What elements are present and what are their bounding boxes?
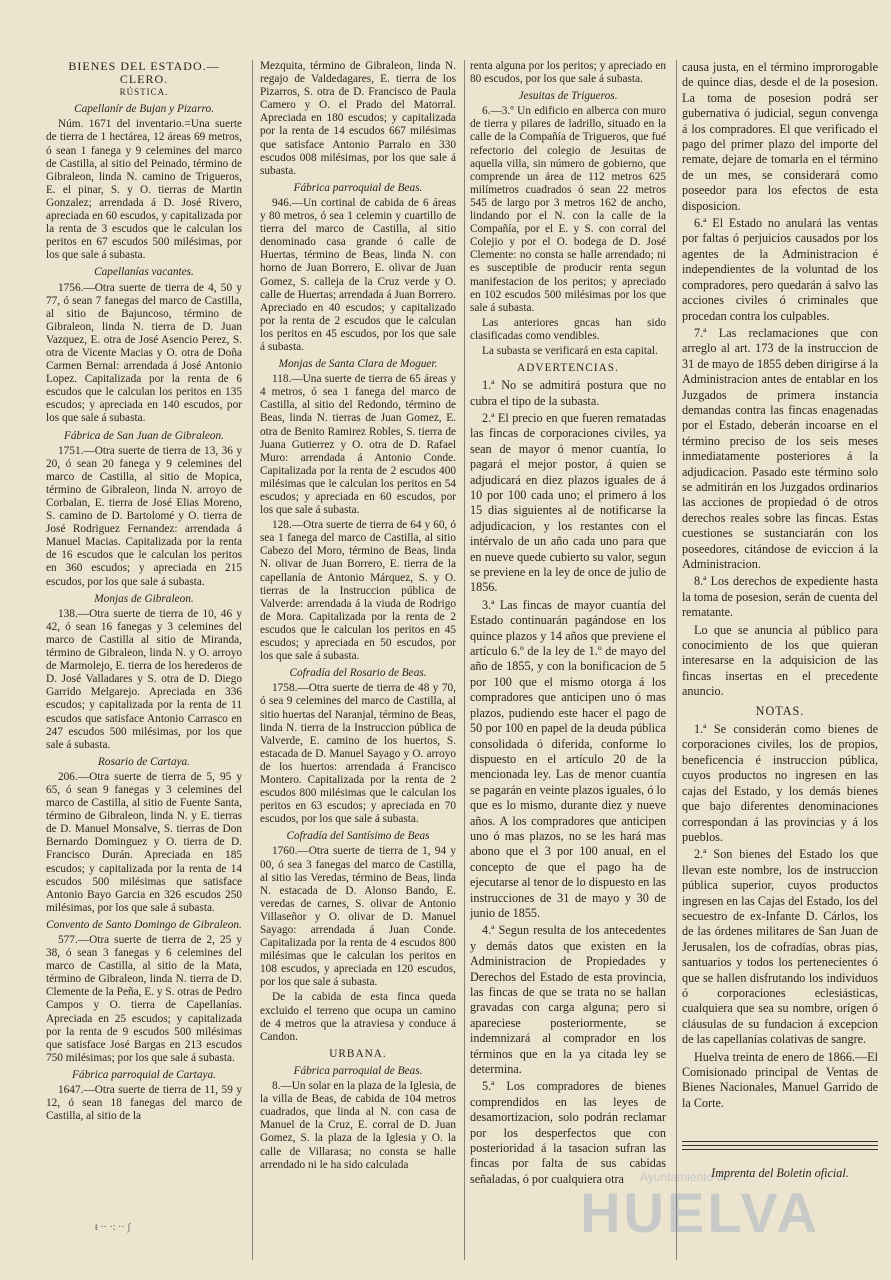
page-marks: ŧ ·· ·: ·· ʃ <box>95 1222 131 1233</box>
entry-text: 118.—Una suerte de tierra de 65 áreas y 4 metros, ó sea 1 fanega del marco de Castilla, al sitio del Redondo, término de Beas, linda N. tierras de Juan Gomez, E. otra de Benito Ramirez Robles, S. tierra de Juana Gutierrez y O. otra de D. Rafael Muro: arrendada á Antonio Conde. Capitalizada por la renta de 2 escudos 400 milésimas que le calculan los peritos en 54 escudos; y apreciada en 60 escudos, por los que sale á subasta. <box>260 373 456 517</box>
entry-heading: Capellanías vacantes. <box>94 266 194 279</box>
advertencia-item: 4.ª Segun resulta de los antecedentes y demás datos que existen en la Administracion de Propiedades y Derechos del Estado de esta provincia, las fincas de que se trata no se hallan gravadas con carga alguna; pero si apareciese posteriormente, se indemnizará al comprador en los términos que en la ya citada ley se determina. <box>470 923 666 1077</box>
column-1 <box>46 60 242 1260</box>
entry-heading: Monjas de Santa Clara de Moguer. <box>278 358 438 371</box>
entry-text: 6.—3.º Un edificio en alberca con muro de tierra y pilares de ladrillo, situado en la calle de la Compañía de Trigueros, que fué refectorio del colegio de Jesuitas de aquella villa, sin número de gobierno, que comprende un área de 112 metros 625 milímetros cuadrados ó sean 22 metros 545 de largo por 3 metros 162 de ancho, lindando por el N. con la calle de la Compañía, por el E. y S. con corral del Colejio y por el O. bodega de D. José Clemente: no consta se halle arrendado; ni es susceptible de producir renta segun manifestacion de los peritos; y apreciado en 102 escudos 500 milésimas por los que sale á subasta. <box>470 105 666 314</box>
entry-heading: Capellanír de Bujan y Pizarro. <box>74 103 214 116</box>
entry-heading: Cofradía del Rosario de Beas. <box>289 667 427 680</box>
entry-text: 1760.—Otra suerte de tierra de 1, 94 y 00, ó sea 3 fanegas del marco de Castilla, al sitio las Veredas, término de Beas, linda N. estacada de D. Alonso Bando, E. veredas de carnes, S. olivar de Antonio Villaseñor y O. olivar de D. Manuel Sayago: arrendada á Juan Conde. Capitalizada por la renta de 4 escudos 800 milésimas que le calculan los peritos en 108 escudos, y apreciada en 120 escudos, por los que sale á subasta. <box>260 845 456 989</box>
entry-text: Mezquita, término de Gibraleon, linda N. regajo de Valdedagares, E. tierra de los Pizarros, S. otra de D. Francisco de Paula Camero y O. el Prado del Matorral. Apreciada en 180 escudos; y capitalizada por la renta de 14 escudos 667 milésimas que satisface Antonio Parralo en 330 escudos 008 milésimas, por los que sale á subasta. <box>260 60 456 177</box>
entry-heading: Rosario de Cartaya. <box>98 755 190 768</box>
entry-text: 138.—Otra suerte de tierra de 10, 46 y 42, ó sean 16 fanegas y 3 celemines del marco de Castilla al sitio de Miranda, término de Gibraleon, linda N. y O. arroyo de Marmolejo, E. tierra de los herederos de D. José Valladares y S. otra de D. Diego Garrido Melgarejo. Apreciada en 336 escudos; y capitalizada por la renta de 11 escudos que satisface Antonio Carrasco en 247 escudos 500 milésimas, por los que sale á subasta. <box>46 607 242 751</box>
watermark-caption: Ayuntamiento de <box>640 1170 730 1184</box>
entry-heading: Convento de Santo Domingo de Gibraleon. <box>46 918 242 931</box>
entry-text: 206.—Otra suerte de tierra de 5, 95 y 65, ó sean 9 fanegas y 3 celemines del marco de Castilla, al sitio de Fuente Santa, término de Gibraleon, linda N. y E. tierras de D. Manuel Monsalve, S. tierras de Don Bernardo Dominguez y O. tierra de D. Francisco Durán. Apreciada en 185 escudos; y capitalizada por la renta de 14 escudos 500 milésimas que satisface Antonio Bayo Garcia en 326 escudos 250 milésimas, por los que sale á subasta. <box>46 770 242 914</box>
entry-text: 128.—Otra suerte de tierra de 64 y 60, ó sea 1 fanega del marco de Castilla, al sitio Cabezo del Moro, término de Beas, linda N. olivar de Juan Borrero, E. tierra de la capellanía de Antonio Márquez, S. y O. tierras de la Instruccion pública de Valverde: arrendada á la viuda de Rodrigo de Mora. Capitalizada por la renta de 2 escudos que le calculan los peritos en 45 escudos; y apreciada en 50 escudos, por los que sale á subasta. <box>260 519 456 663</box>
entry-heading: Fábrica parroquial de Cartaya. <box>72 1068 216 1081</box>
entry-text: 946.—Un cortinal de cabida de 6 áreas y 80 metros, ó sea 1 celemin y cuartillo de tierra del marco de Castilla, al sitio denominado casa grande ó calle de Huertas, término de Beas, linda N. con horno de Juan Borrero, E. olivar de Juan Gomez, S. calleja de la Cruz verde y O. calle de Huertas; arrendada á Juan Borrero. Apreciado en 40 escudos; y capitalizado por la renta de 2 escudos que le calculan los peritos en 45 escudos, por los que sale á subasta. <box>260 196 456 353</box>
advertencia-item: 6.ª El Estado no anulará las ventas por faltas ó perjuicios causados por los agentes de la Administracion é independientes de la voluntad de los compradores, pero quedarán á salvo las acciones civiles ó criminales que procedan contra los culpables. <box>682 216 878 323</box>
entry-heading: Fábrica parroquial de Beas. <box>293 181 423 194</box>
advertencia-item: 1.ª No se admitirá postura que no cubra el tipo de la subasta. <box>470 378 666 408</box>
advertencia-item: causa justa, en el término improrogable de quince dias, desde el de la posesion. La toma de posesion podrá ser gubernativa ó judicial, segun convenga á los compradores. El que verificado el pago del primer plazo del importe del remate, dejare de tomarla en el término de un mes, se considerará como poseedor para los efectos de esta disposicion. <box>682 60 878 213</box>
entry-text: 8.—Un solar en la plaza de la Iglesia, de la villa de Beas, de cabida de 104 metros cuadrados, que linda al N. con casa de Manuel de la Cruz, E. corral de D. Juan Gomez, S. la plaza de la Iglesia y O. la calle de Villarasa; no consta se halle arrendado ni le ha sido calculada <box>260 1080 456 1171</box>
section-heading: URBANA. <box>329 1047 387 1060</box>
advertencia-item: 8.ª Los derechos de expediente hasta la toma de posesion, serán de cuenta del rematante. <box>682 574 878 620</box>
entry-heading: Monjas de Gibraleon. <box>94 592 194 605</box>
watermark-logo: HUELVA <box>580 1181 820 1244</box>
entry-text: Las anteriores gncas han sido clasificadas como vendibles. <box>470 316 666 342</box>
column-3 <box>470 60 666 1260</box>
advertencias-block <box>470 378 666 1187</box>
entry-text: 1758.—Otra suerte de tierra de 48 y 70, ó sea 9 celemines del marco de Castilla, al sitio huertas del Naranjal, término de Beas, linda N. tierra de la Instruccion pública de Valverde, E. camino de los huertos, S. estacada de D. Manuel Sayago y O. arroyo de los huertos: arrendada á Francisco Montero. Capitalizada por la renta de 2 escudos 800 milésimas que le calculan los peritos en 63 escudos; y apreciada en 70 escudos, por los que sale á subasta. <box>260 682 456 826</box>
entry-text: 1751.—Otra suerte de tierra de 13, 36 y 20, ó sean 20 fanega y 9 celemines del marco de Castilla, al sitio de Mopica, término de Gibraleon, linda N. arroyo de Corbalan, E. tierra de José Elias Moreno, S. camino de D. Bartolomé y O. tierra de José Rodriguez Fernandez: arrendada á Manuel Macias. Capitalizada por la renta de 16 escudos que le calculan los peritos en 360 escudos; y apreciada en 215 escudos, por los que sale á subasta. <box>46 444 242 588</box>
entry-heading: Fábrica de San Juan de Gibraleon. <box>63 429 224 442</box>
entry-heading: Cofradía del Santísimo de Beas <box>286 830 430 843</box>
advertencia-item: 7.ª Las reclamaciones que con arreglo al art. 173 de la instruccion de 31 de mayo de 1855 deben dirigirse á la Administracion antes de entablar en los Juzgados de primera instancia demandas contra las fincas enagenadas por el Estado, deberán incoarse en el término preciso de los seis meses inmediatamente posteriores á la adjudicacion. Pasado este término solo se admitirán en los Juzgados ordinarios las acciones de propiedad ó de otros derechos reales sobre las fincas. Estas cuestiones se sustanciarán con los poseedores, citándose de eviccion á la Administracion. <box>682 325 878 571</box>
column-4 <box>682 60 878 1260</box>
closing-paragraph: Lo que se anuncia al público para conocimiento de los que quieran interesarse en la adquisicion de las fincas insertas en el precedente anuncio. <box>682 622 878 699</box>
section-heading: BIENES DEL ESTADO.—CLERO. <box>68 60 220 87</box>
entry-text: 1647.—Otra suerte de tierra de 11, 59 y 12, ó sean 18 fanegas del marco de Castilla, al sitio de la <box>46 1084 242 1123</box>
section-heading: NOTAS. <box>755 703 805 718</box>
newspaper-page <box>42 60 882 1260</box>
entry-text: De la cabida de esta finca queda excluido el terreno que ocupa un camino de 4 metros que la atraviesa y conduce á Candon. <box>260 991 456 1043</box>
advertencia-item: 2.ª El precio en que fueren rematadas las fincas de corporaciones civiles, ya sean de mayor ó menor cuantía, lo pagará el mejor postor, á quien se adjudicará en diez plazos iguales de á 10 por 100 cada uno; el primero á los 15 dias siguientes al de notificarse la adjudicacion, y los restantes con el intérvalo de un año cada uno para que en nueve quede cubierto su valor, segun se previene en la ley de once de julio de 1856. <box>470 410 666 595</box>
entry-text: 577.—Otra suerte de tierra de 2, 25 y 38, ó sean 3 fanegas y 6 celemines del marco de Castilla, al sitio de la Mata, término de Gibraleon, linda N. tierra de D. Clemente de la Peña, E. y S. otras de Pedro Campos y O. tierra de Capellanías. Apreciada en 25 escudos; y capitalizada por la renta de 9 escudos 500 milésimas que satisface José Bargas en 213 escudos 750 milésimas; por los que sale á subasta. <box>46 934 242 1064</box>
signature-block: Huelva treinta de enero de 1866.—El Comisionado principal de Ventas de Bienes Nacionales, Manuel Garrido de la Corte. <box>682 1049 878 1110</box>
nota-item: 1.ª Se considerán como bienes de corporaciones civiles, los de propios, beneficencia é instruccion pública, cuyos productos no ingresen en las cajas del Estado, y los demás bienes que bajo diferentes denominaciones correspondan á las provincias y á los pueblos. <box>682 722 878 844</box>
column-2 <box>260 60 456 1260</box>
divider <box>682 1141 878 1146</box>
column-rule <box>252 60 253 1260</box>
imprint-line: Imprenta del Boletin oficial. <box>711 1166 849 1181</box>
divider <box>682 1149 878 1150</box>
section-heading: ADVERTENCIAS. <box>517 362 619 375</box>
advertencia-item: 3.ª Las fincas de mayor cuantía del Estado continuarán pagándose en los quince plazos y 14 años que previene el artículo 6.º de la ley de 1.º de mayo del año de 1855, y con la bonificacion de 5 por 100 que el mismo otorga á los compradores que anticipen uno ó mas plazos, pudiendo este hacer el pago de 50 por 100 en papel de la deuda pública consolidada ó diferida, conforme lo dispuesto en el artículo 20 de la mencionada ley. Las de menor cuantía se pagarán en veinte plazos iguales, ó lo que es lo mismo, durante diez y nueve años. A los compradores que anticipen uno ó mas plazos, no se les hará mas abono que el 3 por 100 anual, en el concepto de que el pago ha de ejecutarse al tenor de lo dispuesto en las instrucciones de 31 de mayo y 30 de junio de 1855. <box>470 597 666 920</box>
entry-heading: Jesuitas de Trigueros. <box>518 90 618 103</box>
section-subheading: RÚSTICA. <box>119 87 169 98</box>
column-rule <box>464 60 465 1260</box>
column-rule <box>676 60 677 1260</box>
entry-heading: Fábrica parroquial de Beas. <box>293 1064 423 1077</box>
entry-text: Núm. 1671 del inventario.=Una suerte de tierra de 1 hectárea, 12 áreas 69 metros, ó sean 1 fanega y 9 celemines del marco de Castilla, al sitio del Peinado, término de Gibraleon, linda N. camino de Trigueros, E. el pinar, S. y O. tierras de Martin Gonzalez; arrendada á D. José Rivero, apreciada en 60 escudos, y capitalizada por la renta de 3 escudos que le calculan los peritos en 67 escudos 500 milésimas, por los que sale á subasta. <box>46 118 242 262</box>
entry-text: renta alguna por los peritos; y apreciado en 80 escudos, por los que sale á subasta. <box>470 60 666 86</box>
entry-text: La subasta se verificará en esta capital. <box>482 344 658 357</box>
advertencia-item: 5.ª Los compradores de bienes comprendidos en las leyes de desamortizacion, solo podrán reclamar por los desperfectos que con posterioridad á la tasacion sufran las fincas por falta de sus cabidas señaladas, ó por cualquiera otra <box>470 1079 666 1186</box>
nota-item: 2.ª Son bienes del Estado los que llevan este nombre, los de instruccion pública superior, cuyos productos ingresen en las Cajas del Estado, los del secuestro de ex-Infante D. Cárlos, los de las órdenes militares de San Juan de Jerusalen, los de cofradías, obras pias, santuarios y todos los pertenecientes ó que se hallen disfrutando los individuos ó corporaciones eclesiásticas, cualquiera que sea su nombre, orígen ó cláusulas de su fundacion á excepcion de las capellanías colativas de sangre. <box>682 847 878 1047</box>
entry-text: 1756.—Otra suerte de tierra de 4, 50 y 77, ó sean 7 fanegas del marco de Castilla, al sitio de Bajuncoso, término de Gibraleon, linda N. tierra de D. Juan Vazquez, E. otra de José Asencio Perez, S. otra de Vicente Macias y O. otra de Doña Carmen Bernal: arrendada á José Antonio Lopez. Capitalizada por la renta de 6 escudos que le calculan los peritos en 135 escudos; y apreciada en 140 escudos, por los que sale á subasta. <box>46 281 242 425</box>
